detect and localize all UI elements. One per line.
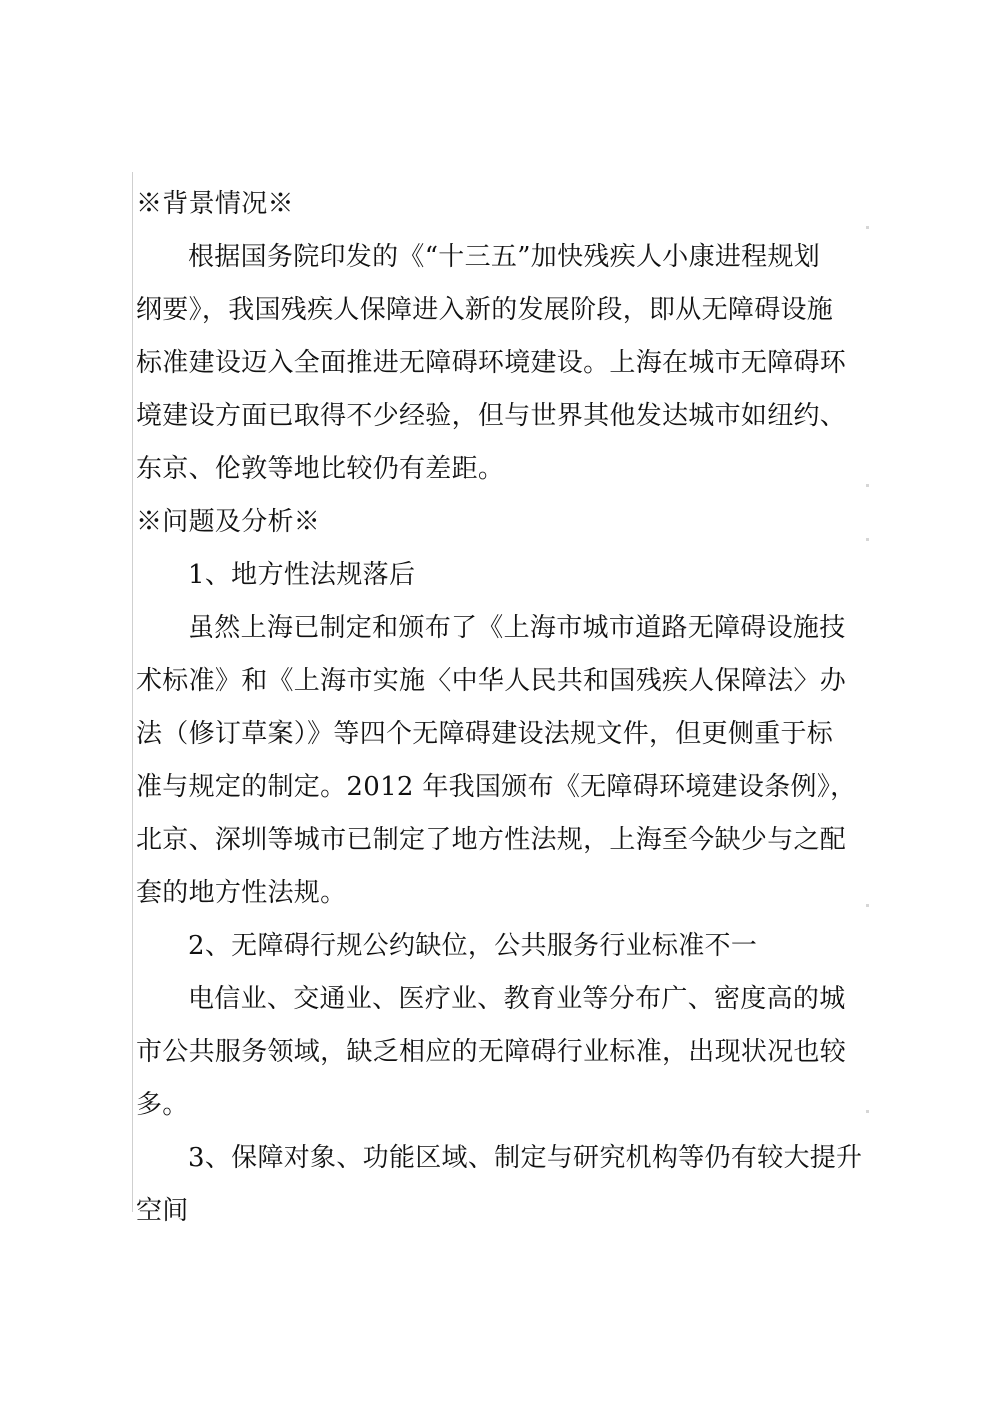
paragraph-line: 多。 [136,1090,189,1120]
document-body [136,178,864,1238]
subheading-3: 3、保障对象、功能区域、制定与研究机构等仍有较大提升 [188,1143,863,1173]
paragraph-line: 根据国务院印发的《“十三五”加快残疾人小康进程规划 [188,242,821,272]
section-heading-background: ※背景情况※ [136,189,294,219]
paragraph-line: 北京、深圳等城市已制定了地方性法规，上海至今缺少与之配 [136,825,847,855]
section-heading-analysis: ※问题及分析※ [136,507,321,537]
paragraph-line: 境建设方面已取得不少经验，但与世界其他发达城市如纽约、 [136,401,847,431]
subheading-1: 1、地方性法规落后 [188,560,416,590]
paragraph-line: 虽然上海已制定和颁布了《上海市城市道路无障碍设施技 [188,613,846,643]
paragraph-line: 纲要》，我国残疾人保障进入新的发展阶段，即从无障碍设施 [136,295,834,325]
subheading-2: 2、无障碍行规公约缺位，公共服务行业标准不一 [188,931,758,961]
paragraph-line: 准与规定的制定。2012 年我国颁布《无障碍环境建设条例》， [136,772,857,802]
paragraph-line: 东京、伦敦等地比较仍有差距。 [136,454,505,484]
left-margin-rule [132,172,133,1212]
paragraph-line: 术标准》和《上海市实施〈中华人民共和国残疾人保障法〉办 [136,666,847,696]
paragraph-line: 电信业、交通业、医疗业、教育业等分布广、密度高的城 [188,984,846,1014]
paragraph-line: 空间 [136,1196,189,1226]
paragraph-line: 标准建设迈入全面推进无障碍环境建设。上海在城市无障碍环 [136,348,847,378]
paragraph-line: 市公共服务领域，缺乏相应的无障碍行业标准，出现状况也较 [136,1037,847,1067]
margin-mark [866,484,869,487]
margin-mark [866,226,869,229]
paragraph-line: 法（修订草案）》等四个无障碍建设法规文件，但更侧重于标 [136,719,834,749]
paragraph-line: 套的地方性法规。 [136,878,347,908]
margin-mark [866,1110,869,1113]
margin-mark [866,904,869,907]
margin-mark [866,538,869,541]
